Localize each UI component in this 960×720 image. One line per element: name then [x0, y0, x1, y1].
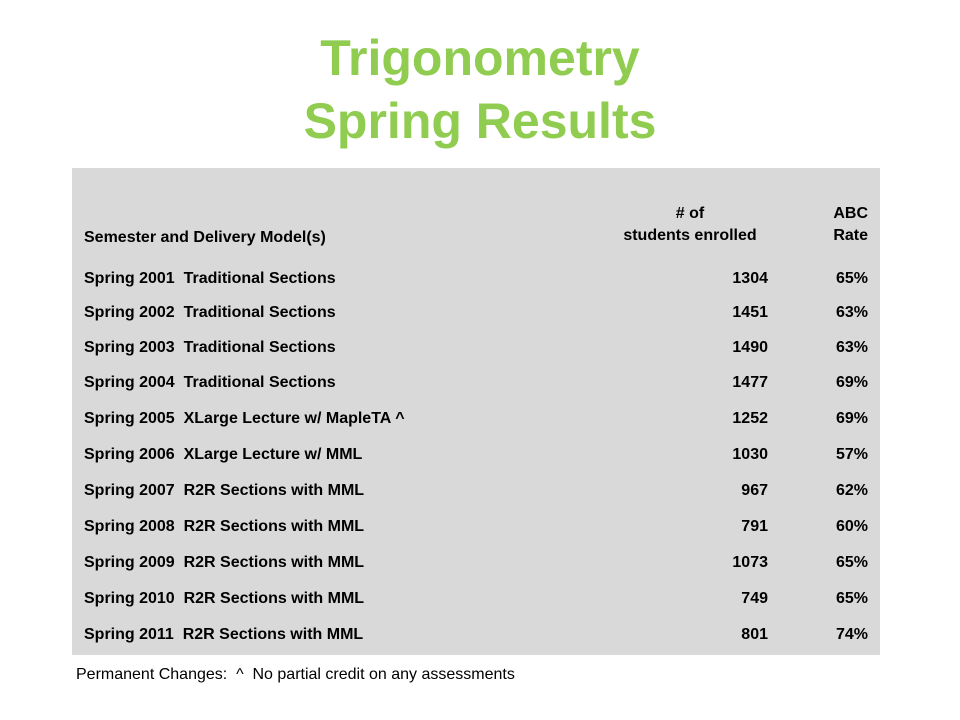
cell-enrolled: 1030 [732, 446, 768, 463]
table-row [72, 368, 880, 398]
cell-semester: Spring 2009 R2R Sections with MML [84, 554, 365, 571]
cell-enrolled: 1451 [732, 304, 768, 321]
table-row [72, 404, 880, 434]
cell-enrolled: 1252 [732, 410, 768, 427]
table-row [72, 333, 880, 363]
header-enrolled-line-1: # of [675, 205, 705, 222]
header-semester: Semester and Delivery Model(s) [84, 229, 326, 246]
cell-abc-rate: 65% [835, 270, 868, 287]
table-row [72, 264, 880, 294]
cell-abc-rate: 74% [835, 626, 868, 643]
footnote-permanent-changes: Permanent Changes: ^ No partial credit on any assessments [76, 666, 515, 683]
cell-semester: Spring 2008 R2R Sections with MML [84, 518, 365, 535]
table-row [72, 548, 880, 578]
header-abc-rate [798, 203, 868, 247]
cell-enrolled: 967 [741, 482, 768, 499]
header-abc-line-1: ABC [833, 205, 868, 222]
header-enrolled-line-2: students enrolled [623, 227, 757, 244]
cell-enrolled: 749 [741, 590, 768, 607]
cell-abc-rate: 63% [835, 339, 868, 356]
cell-abc-rate: 57% [835, 446, 868, 463]
cell-semester: Spring 2002 Traditional Sections [84, 304, 336, 321]
cell-abc-rate: 60% [835, 518, 868, 535]
cell-abc-rate: 65% [835, 554, 868, 571]
cell-abc-rate: 62% [835, 482, 868, 499]
title-line-2: Spring Results [303, 93, 657, 149]
cell-abc-rate: 63% [835, 304, 868, 321]
cell-semester: Spring 2006 XLarge Lecture w/ MML [84, 446, 363, 463]
cell-enrolled: 801 [741, 626, 768, 643]
table-row [72, 512, 880, 542]
cell-enrolled: 1073 [732, 554, 768, 571]
cell-semester: Spring 2007 R2R Sections with MML [84, 482, 365, 499]
cell-abc-rate: 69% [835, 410, 868, 427]
header-abc-line-2: Rate [833, 227, 868, 244]
cell-semester: Spring 2011 R2R Sections with MML [84, 626, 364, 643]
title-line-1: Trigonometry [320, 30, 640, 86]
cell-enrolled: 1477 [732, 374, 768, 391]
table-row [72, 584, 880, 614]
table-row [72, 476, 880, 506]
cell-semester: Spring 2001 Traditional Sections [84, 270, 336, 287]
table-row [72, 620, 880, 650]
header-enrolled [577, 203, 803, 247]
cell-semester: Spring 2005 XLarge Lecture w/ MapleTA ^ [84, 410, 405, 427]
cell-semester: Spring 2004 Traditional Sections [84, 374, 336, 391]
cell-abc-rate: 69% [835, 374, 868, 391]
cell-abc-rate: 65% [835, 590, 868, 607]
results-table [72, 168, 880, 655]
table-row [72, 440, 880, 470]
cell-semester: Spring 2003 Traditional Sections [84, 339, 336, 356]
cell-semester: Spring 2010 R2R Sections with MML [84, 590, 365, 607]
cell-enrolled: 791 [741, 518, 768, 535]
cell-enrolled: 1304 [732, 270, 768, 287]
table-row [72, 298, 880, 328]
cell-enrolled: 1490 [732, 339, 768, 356]
